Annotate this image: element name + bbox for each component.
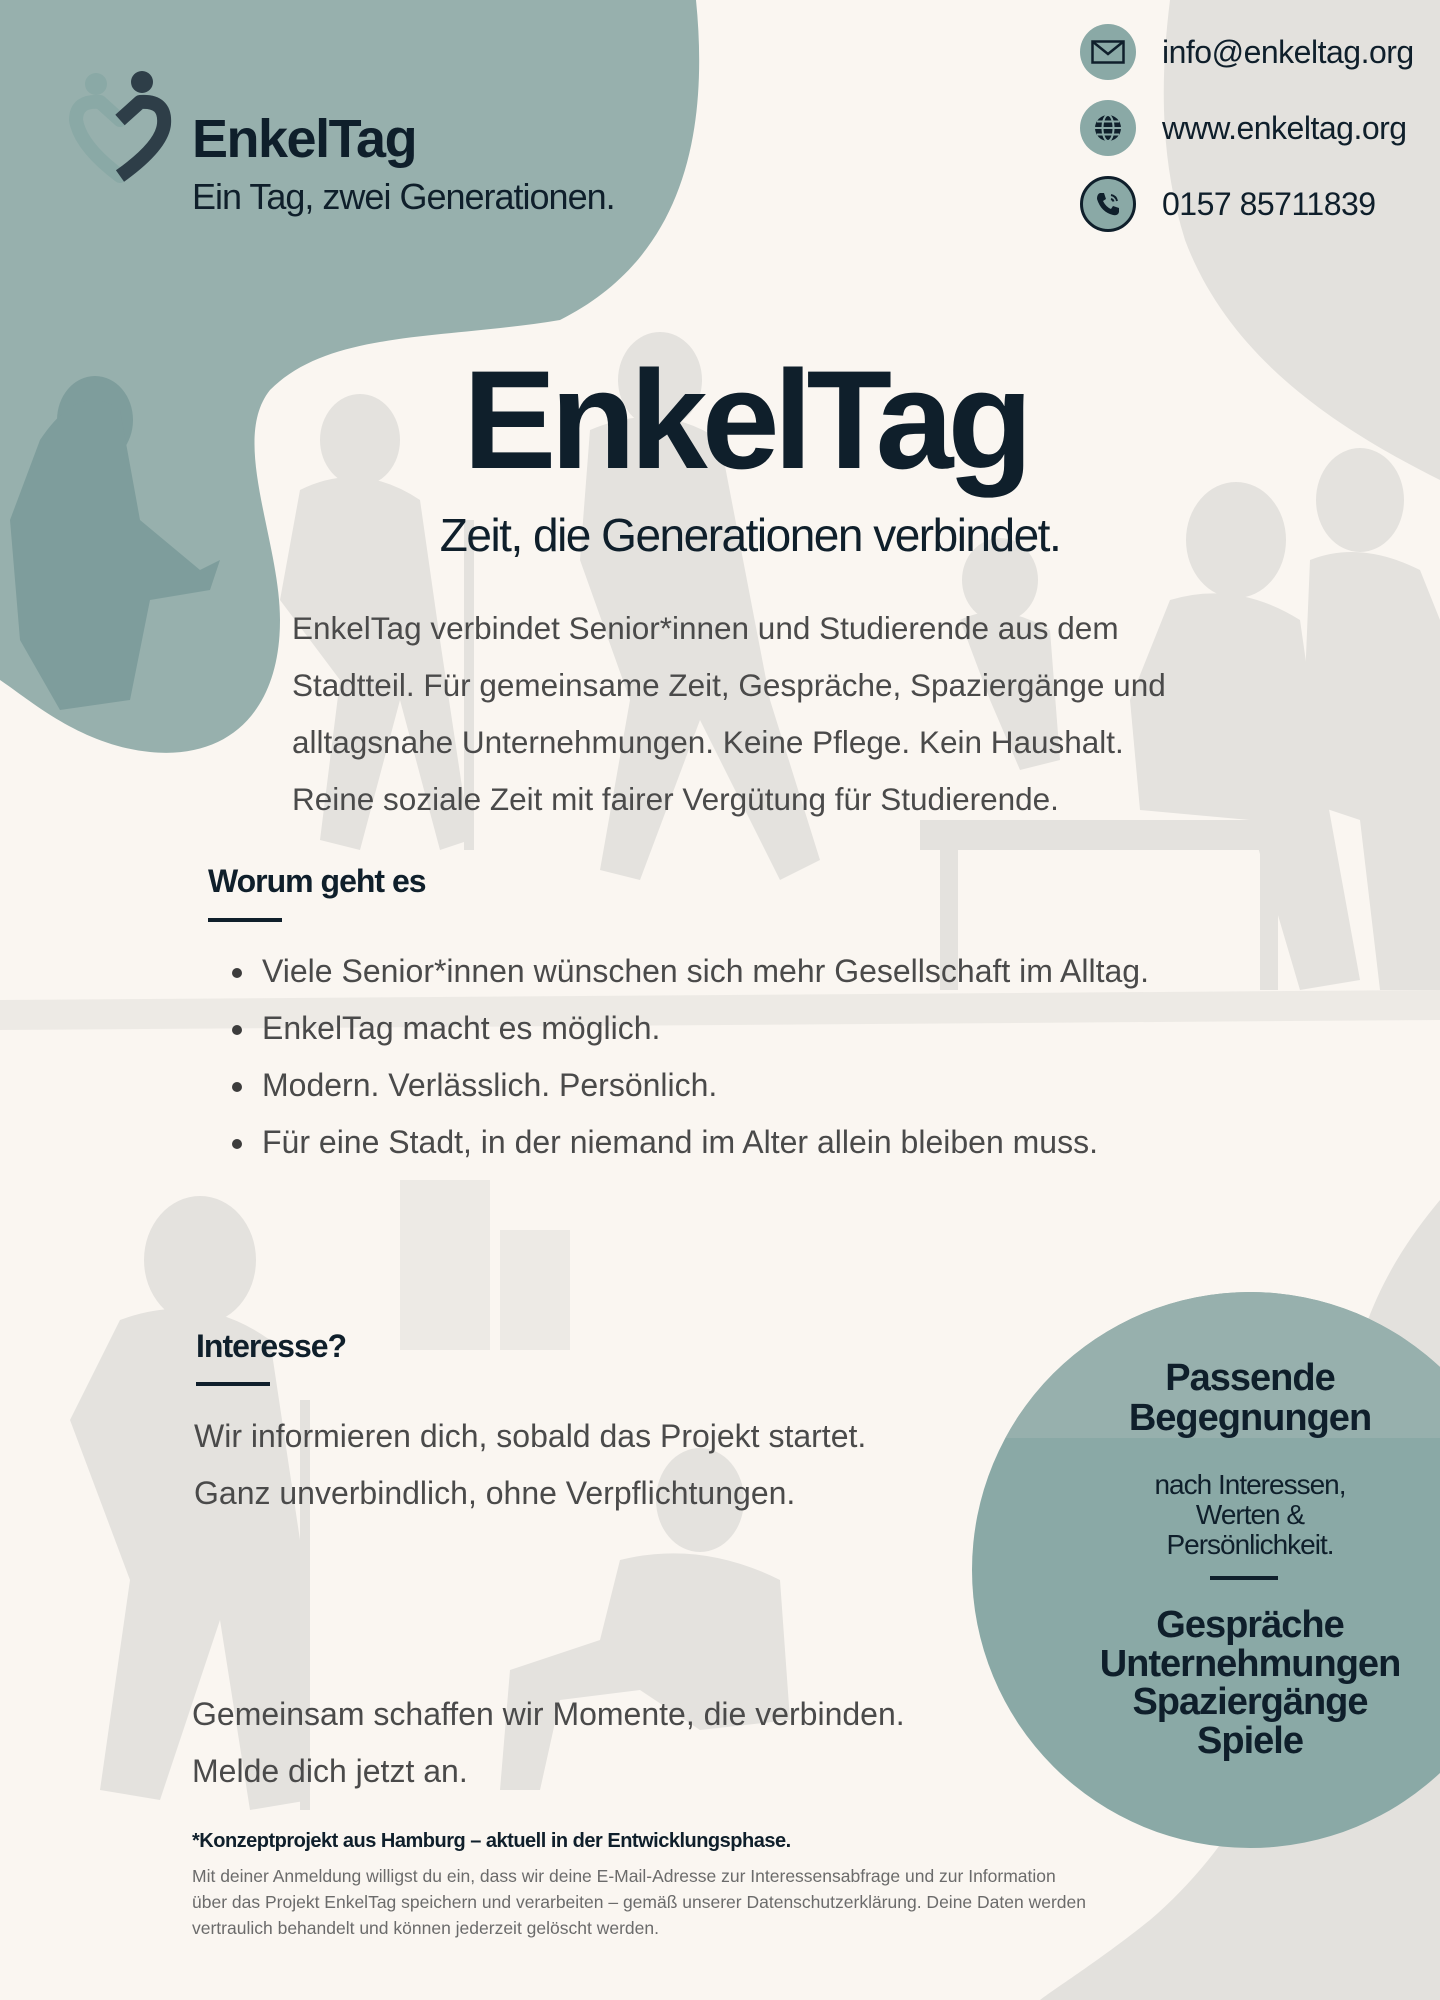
- interest-title: Interesse?: [196, 1328, 347, 1364]
- intro-line: EnkelTag verbindet Senior*innen und Studierende aus dem: [292, 610, 1119, 646]
- legal-line: Mit deiner Anmeldung willigst du ein, dass wir deine E-Mail-Adresse zur Interessensabfrage und zur Information: [192, 1866, 1056, 1886]
- contact-website[interactable]: [1080, 100, 1407, 156]
- interest-text: [194, 1408, 866, 1522]
- intro-line: Reine soziale Zeit mit fairer Vergütung für Studierende.: [292, 781, 1059, 817]
- about-bullets: [230, 943, 1149, 1171]
- hero-title: EnkelTag: [462, 341, 1028, 498]
- circle-heading: [1060, 1358, 1440, 1438]
- contact-email[interactable]: [1080, 24, 1414, 80]
- circle-sub-line: Werten &: [1195, 1499, 1305, 1530]
- brand-tagline: Ein Tag, zwei Generationen.: [192, 176, 615, 217]
- circle-activities: [1060, 1606, 1440, 1760]
- globe-icon: [1080, 100, 1136, 156]
- intro-paragraph: [292, 600, 1352, 828]
- logo-icon: [66, 68, 174, 184]
- mail-icon: [1080, 24, 1136, 80]
- about-underline: [208, 918, 282, 922]
- circle-sub-line: nach Interessen,: [1154, 1469, 1346, 1500]
- list-item: EnkelTag macht es möglich.: [230, 1000, 1149, 1057]
- intro-line: Stadtteil. Für gemeinsame Zeit, Gespräche, Spaziergänge und: [292, 667, 1166, 703]
- legal-text: [192, 1863, 1272, 1941]
- list-item: Für eine Stadt, in der niemand im Alter allein bleiben muss.: [230, 1114, 1149, 1171]
- brand-name: EnkelTag: [192, 109, 417, 169]
- interest-underline: [196, 1382, 270, 1386]
- list-item: Viele Senior*innen wünschen sich mehr Gesellschaft im Alltag.: [230, 943, 1149, 1000]
- hero-subtitle: Zeit, die Generationen verbindet.: [439, 509, 1061, 561]
- circle-divider: [1210, 1576, 1278, 1580]
- closing-text: [192, 1686, 905, 1800]
- email-text[interactable]: info@enkeltag.org: [1162, 33, 1414, 70]
- legal-line: über das Projekt EnkelTag speichern und verarbeiten – gemäß unserer Datenschutzerklärung. Deine Daten werden: [192, 1892, 1086, 1912]
- phone-text[interactable]: 0157 85711839: [1162, 185, 1376, 222]
- activity-item: Spiele: [1197, 1719, 1303, 1762]
- activity-item: Unternehmungen: [1099, 1642, 1401, 1685]
- circle-subtext: [1080, 1470, 1420, 1560]
- signup-call: Melde dich jetzt an.: [192, 1753, 468, 1789]
- circle-heading-line: Passende: [1165, 1357, 1335, 1399]
- about-title: Worum geht es: [208, 863, 426, 899]
- website-text[interactable]: www.enkeltag.org: [1162, 109, 1407, 146]
- list-item: Modern. Verlässlich. Persönlich.: [230, 1057, 1149, 1114]
- closing-line: Gemeinsam schaffen wir Momente, die verbinden.: [192, 1696, 905, 1732]
- footnote: *Konzeptprojekt aus Hamburg – aktuell in der Entwicklungsphase.: [192, 1830, 791, 1852]
- legal-line: vertraulich behandelt und können jederzeit gelöscht werden.: [192, 1918, 659, 1938]
- contact-phone[interactable]: [1080, 176, 1376, 232]
- activity-item: Spaziergänge: [1132, 1681, 1368, 1723]
- circle-sub-line: Persönlichkeit.: [1166, 1529, 1334, 1560]
- interest-line: Ganz unverbindlich, ohne Verpflichtungen.: [194, 1475, 796, 1511]
- circle-heading-line: Begegnungen: [1128, 1397, 1372, 1439]
- activity-item: Gespräche: [1156, 1604, 1344, 1646]
- intro-line: alltagsnahe Unternehmungen. Keine Pflege. Kein Haushalt.: [292, 724, 1124, 760]
- interest-line: Wir informieren dich, sobald das Projekt startet.: [194, 1418, 867, 1454]
- phone-icon: [1080, 176, 1136, 232]
